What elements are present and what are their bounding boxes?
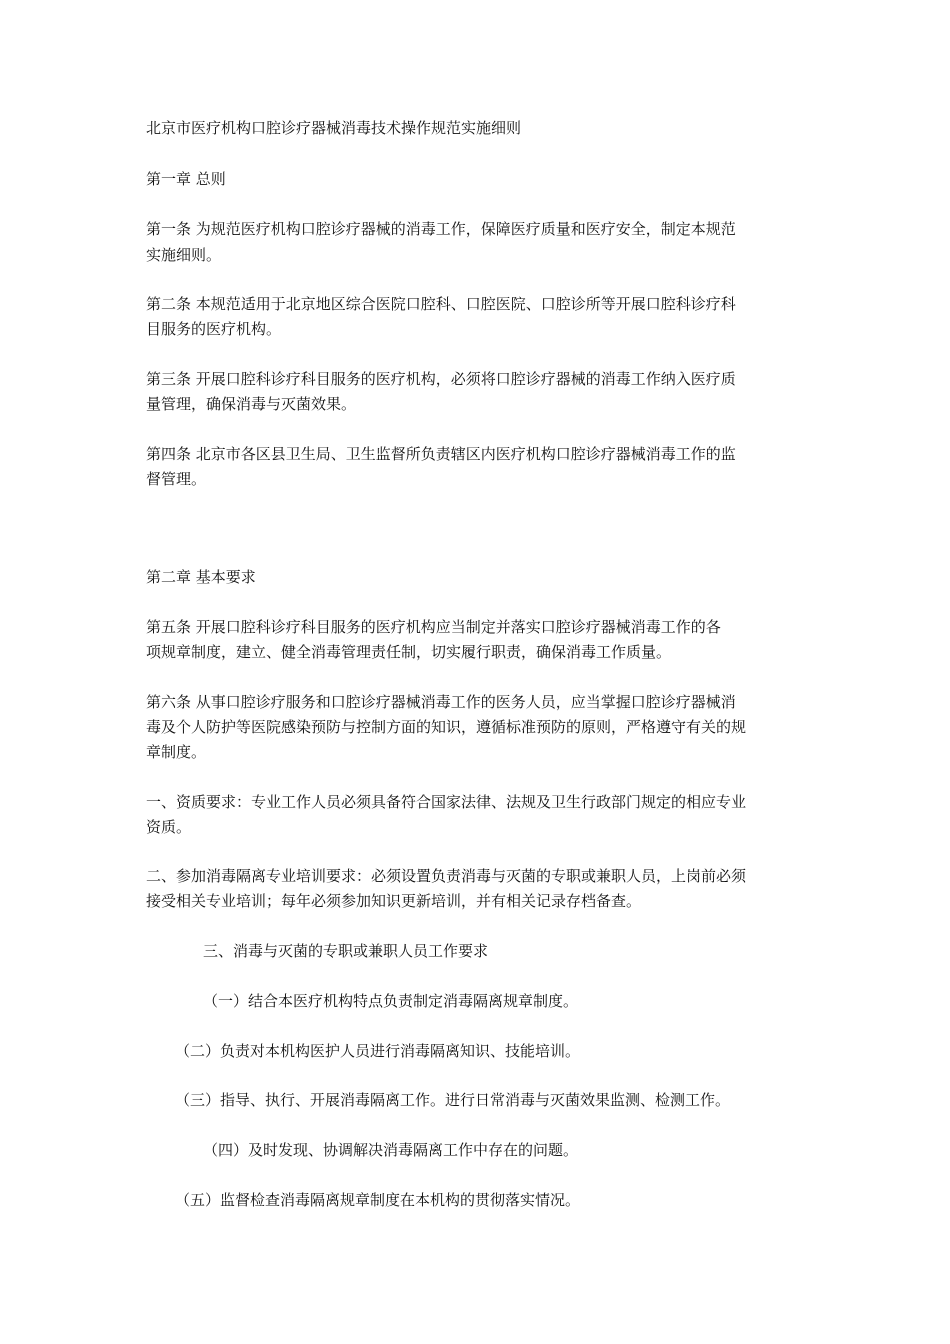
requirement-3-item-5: （五）监督检查消毒隔离规章制度在本机构的贯彻落实情况。 bbox=[175, 1191, 581, 1209]
requirement-3-item-4: （四）及时发现、协调解决消毒隔离工作中存在的问题。 bbox=[203, 1141, 579, 1159]
requirement-3-item-2: （二）负责对本机构医护人员进行消毒隔离知识、技能培训。 bbox=[175, 1042, 581, 1060]
requirement-2-line-1: 二、参加消毒隔离专业培训要求：必须设置负责消毒与灭菌的专职或兼职人员，上岗前必须 bbox=[146, 867, 747, 885]
article-5-line-2: 项规章制度，建立、健全消毒管理责任制，切实履行职责，确保消毒工作质量。 bbox=[146, 643, 672, 661]
requirement-2-line-2: 接受相关专业培训；每年必须参加知识更新培训，并有相关记录存档备查。 bbox=[146, 892, 642, 910]
requirement-1-line-2: 资质。 bbox=[146, 818, 192, 836]
requirement-3-heading: 三、消毒与灭菌的专职或兼职人员工作要求 bbox=[203, 942, 489, 960]
article-2-line-2: 目服务的医疗机构。 bbox=[146, 320, 282, 338]
article-3-line-2: 量管理，确保消毒与灭菌效果。 bbox=[146, 395, 357, 413]
article-2-line-1: 第二条 本规范适用于北京地区综合医院口腔科、口腔医院、口腔诊所等开展口腔科诊疗科 bbox=[146, 295, 736, 313]
article-5-line-1: 第五条 开展口腔科诊疗科目服务的医疗机构应当制定并落实口腔诊疗器械消毒工作的各 bbox=[146, 618, 721, 636]
requirement-3-item-3: （三）指导、执行、开展消毒隔离工作。进行日常消毒与灭菌效果监测、检测工作。 bbox=[175, 1091, 731, 1109]
article-4-line-2: 督管理。 bbox=[146, 470, 207, 488]
chapter-1-heading: 第一章 总则 bbox=[146, 170, 226, 188]
article-1-line-2: 实施细则。 bbox=[146, 246, 222, 264]
chapter-2-heading: 第二章 基本要求 bbox=[146, 568, 256, 586]
article-6-line-2: 毒及个人防护等医院感染预防与控制方面的知识，遵循标准预防的原则，严格遵守有关的规 bbox=[146, 718, 747, 736]
article-6-line-1: 第六条 从事口腔诊疗服务和口腔诊疗器械消毒工作的医务人员，应当掌握口腔诊疗器械消 bbox=[146, 693, 736, 711]
requirement-1-line-1: 一、资质要求：专业工作人员必须具备符合国家法律、法规及卫生行政部门规定的相应专业 bbox=[146, 793, 747, 811]
article-3-line-1: 第三条 开展口腔科诊疗科目服务的医疗机构，必须将口腔诊疗器械的消毒工作纳入医疗质 bbox=[146, 370, 736, 388]
document-title: 北京市医疗机构口腔诊疗器械消毒技术操作规范实施细则 bbox=[146, 119, 522, 137]
requirement-3-item-1: （一）结合本医疗机构特点负责制定消毒隔离规章制度。 bbox=[203, 992, 579, 1010]
article-6-line-3: 章制度。 bbox=[146, 743, 207, 761]
article-1-line-1: 第一条 为规范医疗机构口腔诊疗器械的消毒工作，保障医疗质量和医疗安全，制定本规范 bbox=[146, 220, 736, 238]
article-4-line-1: 第四条 北京市各区县卫生局、卫生监督所负责辖区内医疗机构口腔诊疗器械消毒工作的监 bbox=[146, 445, 736, 463]
